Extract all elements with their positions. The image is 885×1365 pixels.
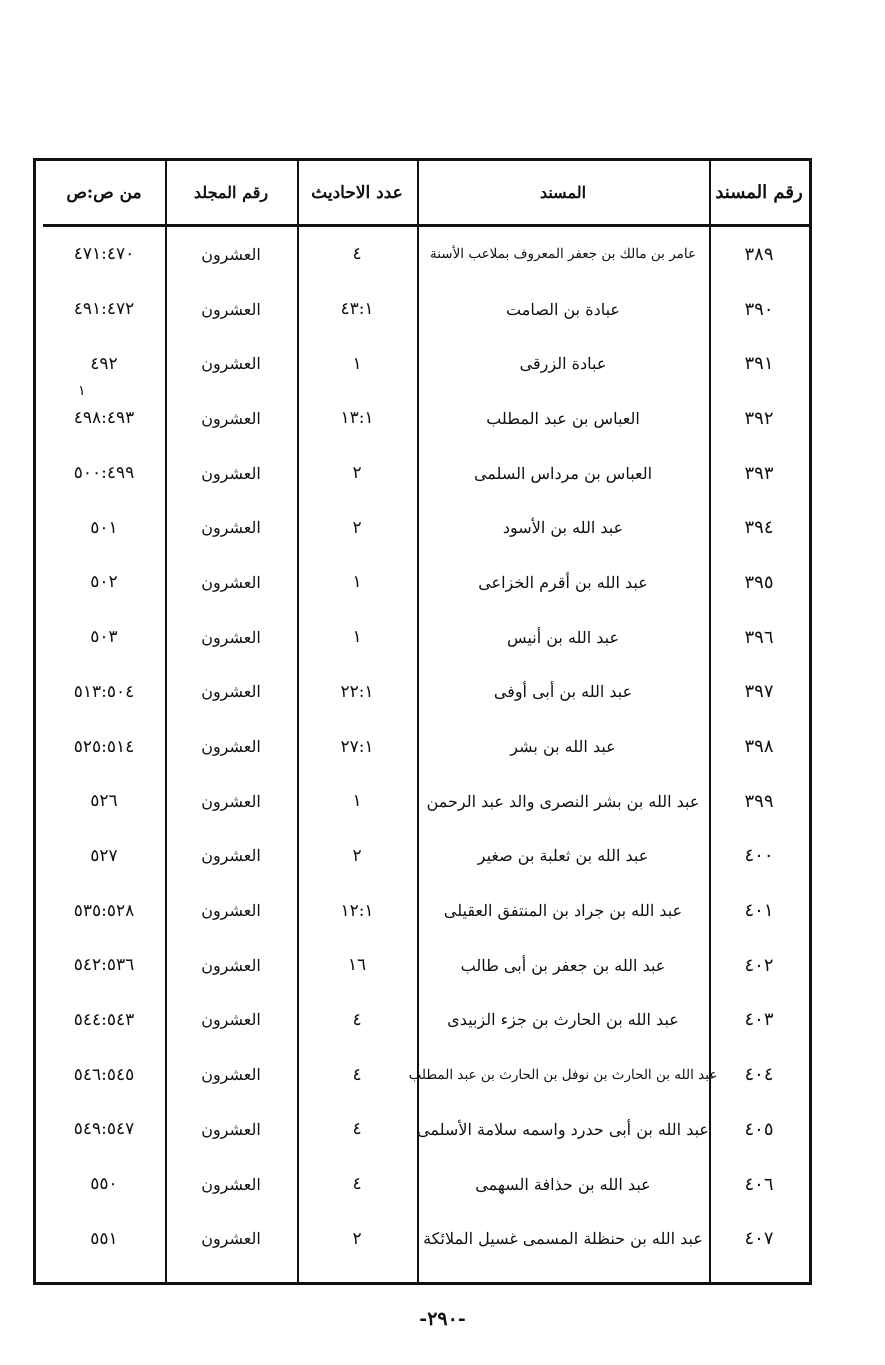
cell-volume: العشرون [201, 463, 261, 483]
cell-count: ١ [352, 627, 362, 648]
cell-volume: العشرون [201, 1174, 261, 1194]
cell-musnad: عبد الله بن جعفر بن أبى طالب [460, 955, 666, 975]
cell-count: ٤ [352, 1119, 362, 1140]
table-row [43, 993, 809, 1048]
table-row [43, 1047, 809, 1102]
cell-musnad: عبد الله بن حذافة السهمى [475, 1174, 651, 1194]
cell-pages: ٥٢٥:٥١٤ [73, 736, 135, 757]
cell-volume: العشرون [201, 1119, 261, 1139]
cell-number: ٣٩٣ [744, 462, 774, 484]
cell-musnad: عبادة بن الصامت [506, 299, 620, 319]
cell-number: ٣٩٦ [744, 626, 774, 648]
cell-volume: العشرون [201, 627, 261, 647]
cell-count: ١ [352, 572, 362, 593]
cell-number: ٣٩٩ [744, 790, 774, 812]
table-row [43, 1102, 809, 1157]
table-row [43, 282, 809, 337]
table-row [43, 829, 809, 884]
table-rows [43, 227, 809, 1266]
cell-musnad: العباس بن مرداس السلمى [473, 463, 653, 483]
table-row [43, 883, 809, 938]
cell-count: ١٦ [347, 955, 367, 976]
cell-musnad: عبد الله بن الأسود [502, 518, 624, 538]
cell-number: ٣٩٨ [744, 736, 774, 758]
table-row [43, 719, 809, 774]
cell-count: ٤ [352, 244, 362, 265]
table-row [43, 227, 809, 282]
cell-count: ١٢:١ [340, 900, 374, 921]
cell-pages: ٥٤٦:٥٤٥ [73, 1064, 135, 1085]
cell-number: ٣٩٥ [744, 571, 774, 593]
table-row [43, 391, 809, 446]
cell-pages: ٥٤٩:٥٤٧ [73, 1119, 135, 1140]
cell-number: ٣٩٤ [744, 517, 774, 539]
header-musnad: المسند [539, 183, 587, 202]
cell-volume: العشرون [201, 901, 261, 921]
table-row [43, 555, 809, 610]
cell-pages: ٤٧١:٤٧٠ [73, 244, 135, 265]
cell-musnad: عبد الله بن أبى حدرد واسمه سلامة الأسلمى [417, 1119, 709, 1139]
cell-musnad: عبد الله بن الحارث بن جزء الزبيدى [447, 1010, 679, 1030]
header-number: رقم المسند [715, 182, 803, 203]
cell-count: ٤ [352, 1009, 362, 1030]
page-number: -٢٩٠- [419, 1308, 466, 1330]
cell-pages: ٥٠١ [90, 517, 118, 538]
cell-pages: ٥١٣:٥٠٤ [73, 681, 135, 702]
table-row [43, 1211, 809, 1266]
cell-volume: العشرون [201, 682, 261, 702]
cell-volume: العشرون [201, 846, 261, 866]
cell-count: ٢ [352, 1228, 362, 1249]
cell-number: ٣٨٩ [744, 243, 774, 265]
cell-number: ٤٠٤ [744, 1064, 774, 1086]
cell-pages: ٤٩١:٤٧٢ [73, 299, 135, 320]
musnad-index-table [33, 158, 812, 1285]
cell-volume: العشرون [201, 354, 261, 374]
cell-musnad: عبد الله بن ثعلبة بن صغير [477, 846, 649, 866]
stray-mark: ١ [78, 383, 86, 399]
header-count: عدد الاحاديث [311, 182, 403, 203]
cell-volume: العشرون [201, 572, 261, 592]
table-row [43, 610, 809, 665]
table-row [43, 938, 809, 993]
cell-pages: ٥٠٢ [90, 572, 118, 593]
cell-volume: العشرون [201, 955, 261, 975]
table-row [43, 336, 809, 391]
table-body-frame [43, 161, 809, 1282]
table-row [43, 1157, 809, 1212]
cell-pages: ٥٤٤:٥٤٣ [73, 1009, 135, 1030]
cell-musnad: عبد الله بن حنظلة المسمى غسيل الملائكة [423, 1229, 703, 1249]
cell-count: ٤٣:١ [340, 299, 374, 320]
cell-number: ٤٠٧ [744, 1228, 774, 1250]
cell-pages: ٥٥٠ [90, 1174, 118, 1195]
cell-musnad: عبد الله بن أقرم الخزاعى [478, 572, 648, 592]
header-pages: من ص:ص [66, 182, 142, 203]
cell-number: ٣٩٧ [744, 681, 774, 703]
cell-volume: العشرون [201, 518, 261, 538]
table-row [43, 665, 809, 720]
cell-volume: العشرون [201, 244, 261, 264]
cell-number: ٤٠٣ [744, 1009, 774, 1031]
cell-number: ٤٠٦ [744, 1173, 774, 1195]
cell-number: ٤٠٠ [744, 845, 774, 867]
cell-count: ٢ [352, 463, 362, 484]
cell-volume: العشرون [201, 791, 261, 811]
table-row [43, 774, 809, 829]
cell-count: ٢ [352, 845, 362, 866]
cell-volume: العشرون [201, 1010, 261, 1030]
cell-number: ٤٠٥ [744, 1118, 774, 1140]
cell-count: ١ [352, 353, 362, 374]
header-volume: رقم المجلد [193, 183, 269, 202]
cell-pages: ٥٠٠:٤٩٩ [73, 463, 135, 484]
cell-count: ٢٢:١ [340, 681, 374, 702]
cell-pages: ٥٢٧ [90, 845, 118, 866]
cell-volume: العشرون [201, 1065, 261, 1085]
cell-musnad: عبد الله بن الحارث بن نوفل بن الحارث بن عبد المطلب [408, 1066, 718, 1083]
cell-count: ٢٧:١ [340, 736, 374, 757]
cell-pages: ٥٤٢:٥٣٦ [73, 955, 135, 976]
table-row [43, 446, 809, 501]
cell-number: ٣٩٠ [744, 298, 774, 320]
cell-musnad: عامر بن مالك بن جعفر المعروف بملاعب الأسنة [429, 246, 697, 263]
cell-musnad: عبد الله بن بشر النصرى والد عبد الرحمن [426, 791, 700, 811]
cell-number: ٤٠٢ [744, 954, 774, 976]
cell-musnad: عبادة الزرقى [519, 354, 607, 374]
cell-pages: ٥٥١ [90, 1228, 118, 1249]
cell-musnad: عبد الله بن جراد بن المنتفق العقيلى [443, 901, 683, 921]
table-header [43, 161, 809, 227]
cell-count: ١٣:١ [340, 408, 374, 429]
cell-count: ٤ [352, 1064, 362, 1085]
cell-pages: ٥٢٦ [90, 791, 118, 812]
cell-pages: ٤٩٨:٤٩٣ [73, 408, 135, 429]
cell-musnad: عبد الله بن أبى أوفى [493, 682, 633, 702]
cell-count: ١ [352, 791, 362, 812]
cell-volume: العشرون [201, 737, 261, 757]
cell-number: ٤٠١ [744, 900, 774, 922]
cell-count: ٢ [352, 517, 362, 538]
cell-volume: العشرون [201, 1229, 261, 1249]
cell-count: ٤ [352, 1174, 362, 1195]
cell-volume: العشرون [201, 299, 261, 319]
cell-number: ٣٩٢ [744, 407, 774, 429]
cell-musnad: عبد الله بن بشر [510, 737, 616, 757]
cell-musnad: العباس بن عبد المطلب [486, 408, 640, 428]
cell-pages: ٤٩٢ [90, 353, 118, 374]
cell-musnad: عبد الله بن أنيس [507, 627, 619, 647]
table-row [43, 500, 809, 555]
cell-pages: ٥٠٣ [90, 627, 118, 648]
cell-volume: العشرون [201, 408, 261, 428]
cell-pages: ٥٣٥:٥٢٨ [73, 900, 135, 921]
cell-number: ٣٩١ [744, 353, 774, 375]
